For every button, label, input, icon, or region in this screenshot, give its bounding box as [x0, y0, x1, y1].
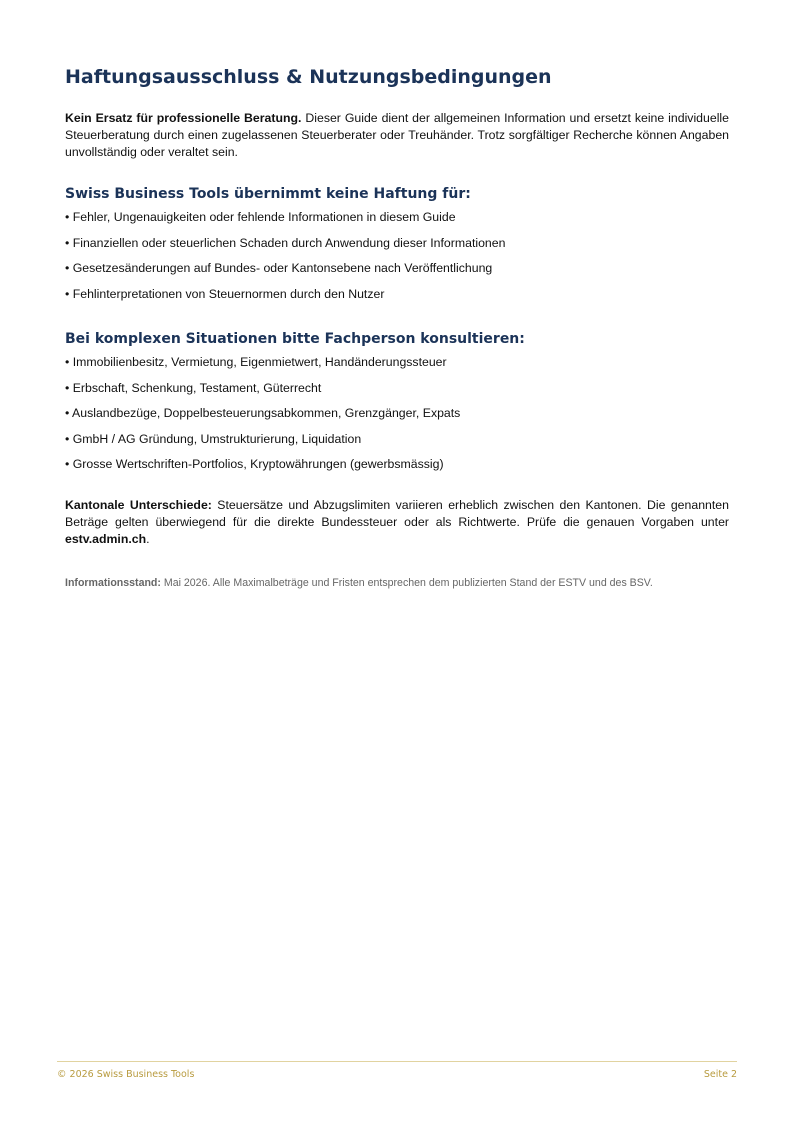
cantonal-paragraph	[65, 497, 729, 548]
list-item: • Fehlinterpretationen von Steuernormen durch den Nutzer	[65, 286, 385, 301]
list-item: • Fehler, Ungenauigkeiten oder fehlende Informationen in diesem Guide	[65, 210, 456, 224]
intro-text: Dieser Guide dient der allgemeinen Information und ersetzt keine individuelle Steuerberatung durch einen zugelassenen Steuerberater oder Treuhänder. Trotz sorgfältiger Recherche können Angaben unvollständig oder veraltet sein.	[65, 111, 730, 159]
list-item: • Gesetzesänderungen auf Bundes- oder Kantonsebene nach Veröffentlichung	[65, 261, 493, 275]
list-item: • Auslandbezüge, Doppelbesteuerungsabkommen, Grenzgänger, Expats	[65, 406, 461, 420]
cantonal-bold-lead: Kantonale Unterschiede:	[65, 498, 212, 512]
footer-divider	[57, 1061, 737, 1062]
list-item: • Grosse Wertschriften-Portfolios, Kryptowährungen (gewerbsmässig)	[65, 457, 444, 471]
list-item: • GmbH / AG Gründung, Umstrukturierung, Liquidation	[65, 431, 362, 446]
info-text: Mai 2026. Alle Maximalbeträge und Fristen entsprechen dem publizierten Stand der ESTV und des BSV.	[160, 577, 653, 589]
section-heading-liability: Swiss Business Tools übernimmt keine Haftung für:	[65, 186, 471, 202]
info-bold-lead: Informationsstand:	[65, 577, 161, 589]
info-note	[65, 576, 745, 591]
consult-list	[65, 354, 460, 482]
page-title: Haftungsausschluss & Nutzungsbedingungen	[65, 66, 552, 88]
page-number: Seite 2	[703, 1069, 737, 1080]
footer-copyright: © 2026 Swiss Business Tools	[57, 1069, 195, 1080]
estv-link[interactable]: estv.admin.ch	[65, 532, 147, 546]
intro-bold-lead: Kein Ersatz für professionelle Beratung.	[65, 111, 302, 125]
intro-paragraph	[65, 110, 729, 161]
list-item: • Immobilienbesitz, Vermietung, Eigenmietwert, Handänderungssteuer	[65, 355, 447, 369]
cantonal-end: .	[146, 532, 150, 546]
cantonal-text: Steuersätze und Abzugslimiten variieren erheblich zwischen den Kantonen. Die genannten Beträge gelten überwiegend für die direkte Bundessteuer oder als Richtwerte. Prüfe die genauen Vorgaben unter	[65, 498, 729, 529]
list-item: • Erbschaft, Schenkung, Testament, Güterrecht	[65, 380, 322, 395]
list-item: • Finanziellen oder steuerlichen Schaden durch Anwendung dieser Informationen	[65, 235, 506, 250]
liability-list	[65, 209, 505, 311]
section-heading-consult: Bei komplexen Situationen bitte Fachperson konsultieren:	[65, 331, 525, 347]
